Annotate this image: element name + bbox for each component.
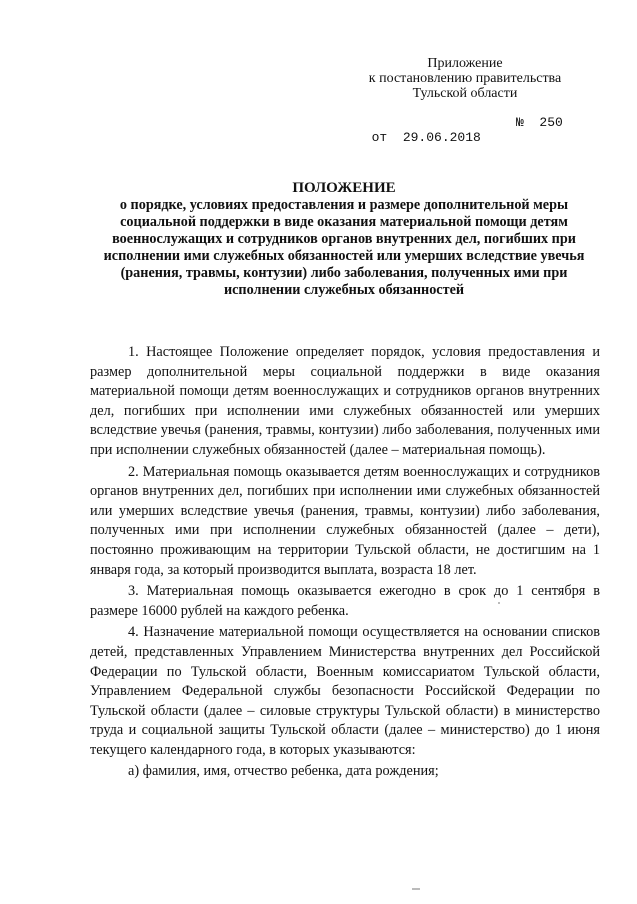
title-subtitle: о порядке, условиях предоставления и размере дополнительной меры социальной поддержки в виде оказания материальной помощи детям военнослужащих и сотрудников органов внутренних дел, погибших при исполнении ими служебных обязанностей или умерших вследствие увечья (ранения, травмы, контузии) либо заболевания, полученных ими при исполнении служебных обязанностей	[103, 197, 585, 298]
appendix-line-3: Тульской области	[412, 86, 518, 101]
paragraph-1: 1. Настоящее Положение определяет порядок, условия предоставления и размер дополнительной меры социальной поддержки в виде оказания материальной помощи детям военнослужащих и сотрудников органов внутренних дел, погибших при исполнении ими служебных обязанностей или умерших вследствие увечья (ранения, травмы, контузии) либо заболевания, полученных ими при исполнении служебных обязанностей (далее – материальная помощь).	[90, 344, 600, 458]
resolution-number: № 250	[516, 115, 563, 130]
document-title	[86, 180, 602, 299]
resolution-date: от 29.06.2018	[371, 130, 481, 145]
paragraph-3: 3. Материальная помощь оказывается ежегодно в срок до 1 сентября в размере 16000 рублей на каждого ребенка.	[90, 583, 600, 619]
paragraph-4: 4. Назначение материальной помощи осуществляется на основании списков детей, представленных Управлением Министерства внутренних дел Российской Федерации по Тульской области, Военным комиссариатом Тульской области, Управлением Федеральной службы безопасности Российской Федерации по Тульской области (далее – силовые структуры Тульской области) в министерство труда и социальной защиты Тульской области (далее – министерство) до 1 июня текущего календарного года, в которых указываются:	[90, 624, 600, 758]
appendix-line-1: Приложение	[427, 56, 503, 71]
scan-artifact	[412, 888, 420, 890]
appendix-line-2: к постановлению правительства	[368, 71, 562, 86]
title-heading: ПОЛОЖЕНИЕ	[292, 180, 396, 196]
document-body	[90, 343, 600, 784]
appendix-header	[330, 56, 600, 101]
resolution-date-number	[356, 115, 563, 160]
paragraph-2: 2. Материальная помощь оказывается детям военнослужащих и сотрудников органов внутренних дел, погибших при исполнении ими служебных обязанностей или умерших вследствие увечья (ранения, травмы, контузии) либо заболевания, полученных ими при исполнении служебных обязанностей (далее – дети), постоянно проживающим на территории Тульской области, не достигшим на 1 января года, за который производится выплата, возраста 18 лет.	[90, 463, 600, 578]
scan-artifact	[498, 602, 500, 604]
paragraph-4a: а) фамилия, имя, отчество ребенка, дата рождения;	[128, 763, 439, 780]
